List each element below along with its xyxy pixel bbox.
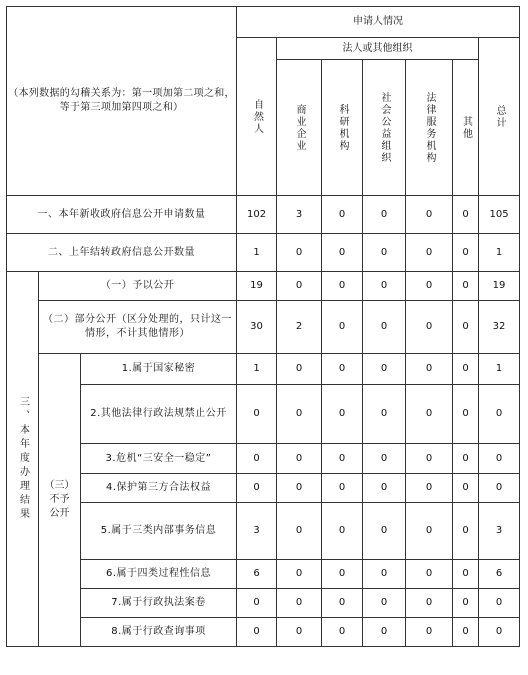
cell-value: 0 [406,589,453,618]
cell-value: 0 [479,385,520,444]
applicant-situation-header: 申请人情况 [237,7,520,38]
cell-value: 0 [406,474,453,503]
cell-value: 19 [479,272,520,301]
cell-value: 3 [277,196,322,234]
cell-value: 0 [363,589,406,618]
table-note-cell [7,7,237,196]
cell-value: 0 [277,589,322,618]
cell-value: 0 [406,354,453,385]
cell-value: 0 [453,560,479,589]
cell-value: 0 [453,234,479,272]
cell-value: 0 [363,503,406,560]
cell-value: 0 [277,444,322,474]
government-info-disclosure-table [6,6,520,647]
cell-value: 0 [322,560,363,589]
cell-value: 0 [277,560,322,589]
cell-value: 0 [237,618,277,647]
table-row [7,354,520,385]
row-label: 4.保护第三方合法权益 [81,474,237,503]
cell-value: 1 [237,234,277,272]
cell-value: 0 [277,618,322,647]
cell-value: 3 [479,503,520,560]
table-row [7,196,520,234]
table-row [7,234,520,272]
cell-value: 0 [322,196,363,234]
cell-value: 102 [237,196,277,234]
table-row [7,385,520,444]
cell-value: 0 [363,301,406,354]
col-header-social-welfare-org: 社会公益组织 [363,60,406,196]
col-header-commercial-enterprise: 商业企业 [277,60,322,196]
cell-value: 0 [406,560,453,589]
cell-value: 0 [322,589,363,618]
cell-value: 0 [322,474,363,503]
cell-value: 0 [237,385,277,444]
cell-value: 0 [406,301,453,354]
cell-value: 6 [479,560,520,589]
cell-value: 0 [363,354,406,385]
cell-value: 0 [237,474,277,503]
cell-value: 0 [406,444,453,474]
cell-value: 0 [453,354,479,385]
table-row [7,618,520,647]
cell-value: 0 [453,272,479,301]
cell-value: 0 [363,618,406,647]
row-label: 8.属于行政查询事项 [81,618,237,647]
cell-value: 0 [406,503,453,560]
cell-value: 105 [479,196,520,234]
col-header-other: 其他 [453,60,479,196]
cell-value: 0 [479,444,520,474]
cell-value: 0 [237,589,277,618]
row-label: 二、上年结转政府信息公开数量 [7,234,237,272]
table-row [7,272,520,301]
cell-value: 0 [453,196,479,234]
cell-value: 0 [322,301,363,354]
cell-value: 0 [322,234,363,272]
row-label: （一）予以公开 [39,272,237,301]
cell-value: 0 [479,589,520,618]
table-row [7,474,520,503]
cell-value: 30 [237,301,277,354]
cell-value: 0 [479,474,520,503]
table-row [7,444,520,474]
cell-value: 0 [322,272,363,301]
cell-value: 0 [363,196,406,234]
cell-value: 0 [406,385,453,444]
not-open-label [39,354,81,647]
cell-value: 0 [237,444,277,474]
cell-value: 0 [453,589,479,618]
row-label: （二）部分公开（区分处理的，只计这一情形，不计其他情形） [39,301,237,354]
cell-value: 1 [479,234,520,272]
cell-value: 0 [453,444,479,474]
col-header-research-institution: 科研机构 [322,60,363,196]
cell-value: 0 [406,618,453,647]
cell-value: 0 [277,503,322,560]
cell-value: 0 [453,503,479,560]
relation-note: （本列数据的勾稽关系为：第一项加第二项之和，等于第三项加第四项之和） [8,88,235,113]
table-row [7,301,520,354]
row-label: 5.属于三类内部事务信息 [81,503,237,560]
table-row [7,589,520,618]
cell-value: 0 [322,503,363,560]
col-header-natural-person: 自然人 [237,38,277,196]
cell-value: 6 [237,560,277,589]
cell-value: 1 [237,354,277,385]
row-label: 6.属于四类过程性信息 [81,560,237,589]
cell-value: 0 [363,272,406,301]
cell-value: 0 [277,272,322,301]
cell-value: 1 [479,354,520,385]
cell-value: 0 [453,301,479,354]
cell-value: 0 [406,272,453,301]
cell-value: 0 [322,444,363,474]
cell-value: 0 [277,474,322,503]
cell-value: 0 [453,385,479,444]
cell-value: 0 [322,385,363,444]
table-row [7,560,520,589]
cell-value: 3 [237,503,277,560]
cell-value: 0 [322,354,363,385]
table-row [7,503,520,560]
cell-value: 0 [322,618,363,647]
col-header-legal-service-org: 法律服务机构 [406,60,453,196]
row-label: 7.属于行政执法案卷 [81,589,237,618]
cell-value: 0 [363,474,406,503]
cell-value: 0 [406,234,453,272]
cell-value: 32 [479,301,520,354]
cell-value: 0 [277,354,322,385]
row-label: 3.危机“三安全一稳定” [81,444,237,474]
cell-value: 0 [363,444,406,474]
cell-value: 0 [277,385,322,444]
cell-value: 0 [277,234,322,272]
cell-value: 0 [363,234,406,272]
row-label: 1.属于国家秘密 [81,354,237,385]
cell-value: 0 [406,196,453,234]
cell-value: 2 [277,301,322,354]
cell-value: 0 [453,474,479,503]
cell-value: 19 [237,272,277,301]
section3-label: 三、本年度办理结果 [7,272,39,647]
not-open-label-b: 不予公开 [49,494,70,519]
cell-value: 0 [363,385,406,444]
not-open-label-a: （三） [44,480,75,491]
row-label: 一、本年新收政府信息公开申请数量 [7,196,237,234]
cell-value: 0 [453,618,479,647]
cell-value: 0 [479,618,520,647]
col-header-total: 总计 [479,38,520,196]
row-label: 2.其他法律行政法规禁止公开 [81,385,237,444]
cell-value: 0 [363,560,406,589]
legal-or-other-orgs-header: 法人或其他组织 [277,38,479,60]
